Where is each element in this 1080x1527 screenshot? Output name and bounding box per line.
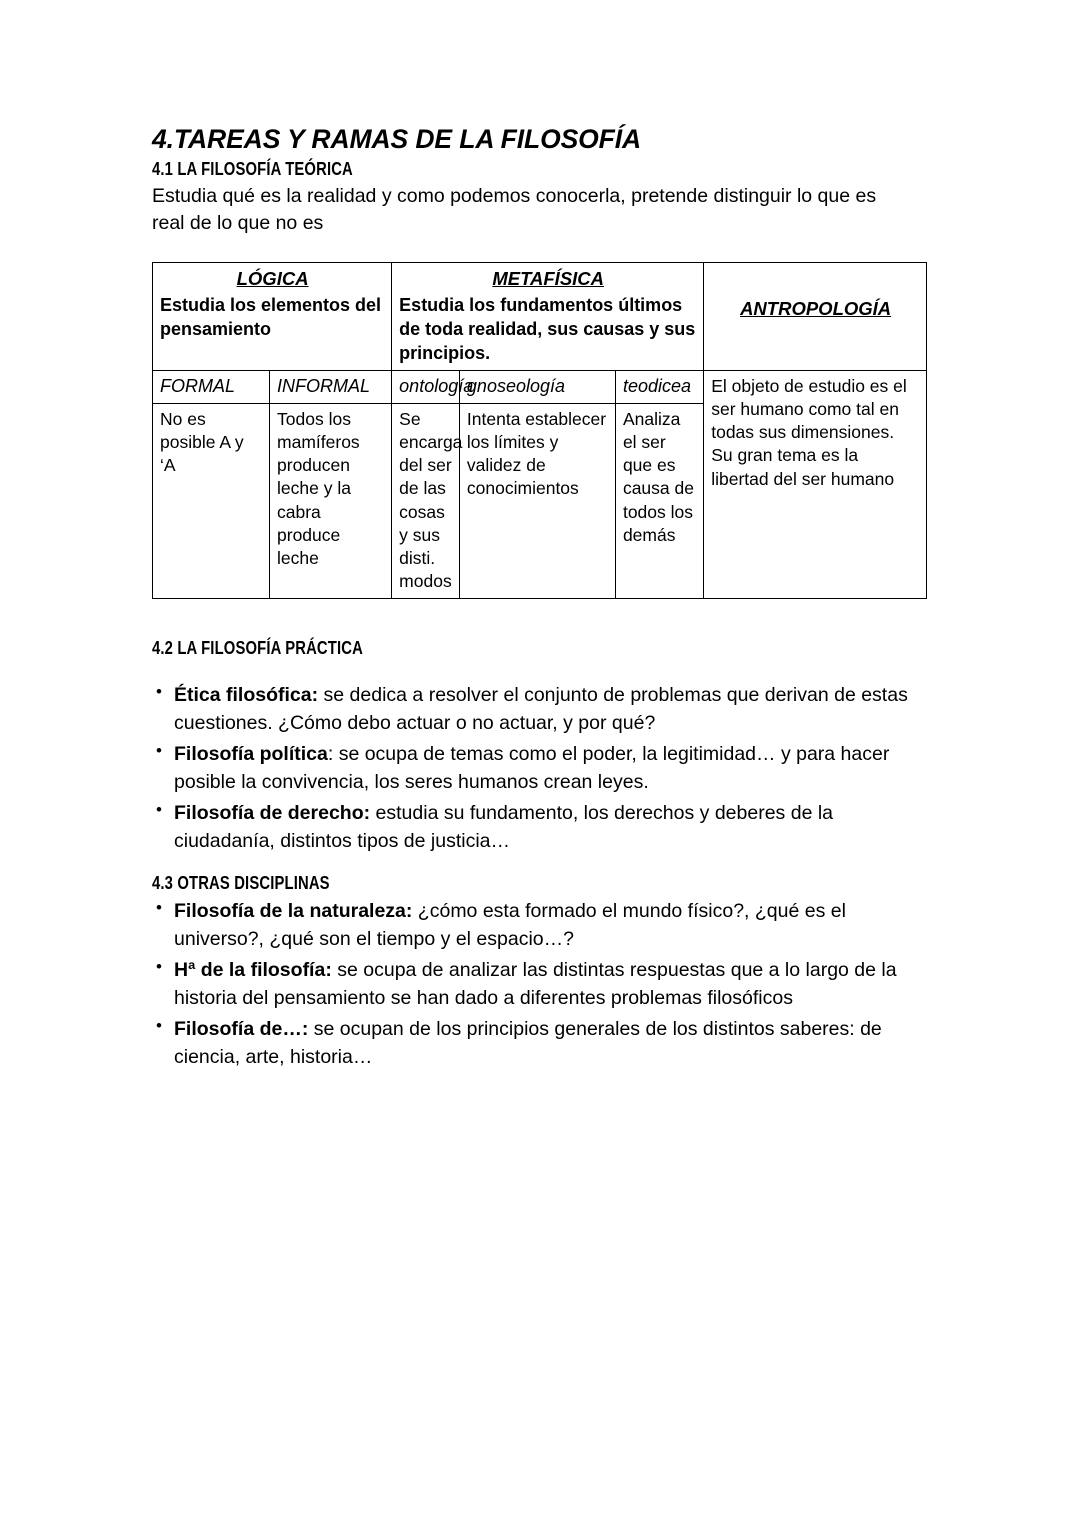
- header-cell-logica: [153, 263, 392, 370]
- list-item: [152, 1015, 928, 1072]
- list-item: [152, 799, 928, 856]
- header-cell-antropologia: [704, 263, 927, 370]
- cell-teodicea: Analiza el ser que es causa de todos los demás: [615, 403, 703, 598]
- table-header-row: [153, 263, 927, 370]
- subheader-formal: FORMAL: [153, 370, 270, 403]
- cell-gnoseologia: Intenta establecer los límites y validez de conocimientos: [459, 403, 615, 598]
- list-item: [152, 681, 928, 738]
- bullet-text: se dedica a resolver el conjunto de problemas que derivan de estas cuestiones. ¿Cómo debo actuar o no actuar, y por qué?: [174, 683, 908, 735]
- cell-antropologia: El objeto de estudio es el ser humano como tal en todas sus dimensiones. Su gran tema es la libertad del ser humano: [704, 370, 927, 598]
- bullet-term: Filosofía de derecho:: [174, 801, 371, 824]
- section-heading-4-1-wrap: [152, 157, 928, 180]
- bullet-text: se ocupa de analizar las distintas respuestas que a lo largo de la historia del pensamiento se han dado a diferentes problemas filosóficos: [174, 958, 897, 1010]
- bullet-text: ¿cómo esta formado el mundo físico?, ¿qué es el universo?, ¿qué son el tiempo y el espacio…?: [174, 899, 846, 951]
- list-item: [152, 740, 928, 797]
- subheader-informal: INFORMAL: [270, 370, 392, 403]
- section-heading-4-2: 4.2 LA FILOSOFÍA PRÁCTICA: [152, 636, 363, 658]
- list-item: [152, 956, 928, 1013]
- section-heading-4-2-wrap: [152, 636, 928, 659]
- section-4-2-bullet-list: [152, 681, 928, 856]
- bullet-text: : se ocupa de temas como el poder, la legitimidad… y para hacer posible la convivencia, los seres humanos crean leyes.: [174, 742, 890, 794]
- header-desc-metafisica: Estudia los fundamentos últimos de toda realidad, sus causas y sus principios.: [399, 294, 696, 364]
- subheader-gnoseologia: gnoseología: [459, 370, 615, 403]
- section-heading-4-3-wrap: [152, 871, 928, 894]
- header-desc-logica: Estudia los elementos del pensamiento: [160, 294, 382, 340]
- bullet-term: Filosofía de…:: [174, 1017, 309, 1040]
- bullet-text: estudia su fundamento, los derechos y deberes de la ciudadanía, distintos tipos de justicia…: [174, 801, 834, 853]
- bullet-term: Ética filosófica:: [174, 683, 319, 706]
- cell-ontologia: Se encarga del ser de las cosas y sus disti. modos: [392, 403, 460, 598]
- cell-informal: Todos los mamíferos producen leche y la cabra produce leche: [270, 403, 392, 598]
- header-title-antropologia: ANTROPOLOGÍA: [740, 298, 892, 320]
- header-title-metafisica: METAFÍSICA: [492, 268, 605, 290]
- bullet-term: Hª de la filosofía:: [174, 958, 332, 981]
- bullet-text: se ocupan de los principios generales de los distintos saberes: de ciencia, arte, historia…: [174, 1017, 882, 1069]
- header-cell-metafisica: [392, 263, 704, 370]
- list-item: [152, 897, 928, 954]
- subheader-teodicea: teodicea: [615, 370, 703, 403]
- section-4-3-bullet-list: [152, 897, 928, 1072]
- subheader-ontologia: ontología: [392, 370, 460, 403]
- table-subheader-row: [153, 370, 927, 403]
- cell-formal: No es posible A y ‘A: [153, 403, 270, 598]
- section-heading-4-1: 4.1 LA FILOSOFÍA TEÓRICA: [152, 157, 353, 179]
- philosophy-branches-table-wrap: [152, 262, 928, 599]
- philosophy-branches-table: [152, 262, 927, 599]
- bullet-term: Filosofía de la naturaleza:: [174, 899, 413, 922]
- section-4-1-paragraph: Estudia qué es la realidad y como podemos conocerla, pretende distinguir lo que es real de lo que no es: [152, 184, 877, 235]
- bullet-term: Filosofía política: [174, 742, 328, 765]
- header-title-logica: LÓGICA: [236, 268, 309, 290]
- page-title: 4.TAREAS Y RAMAS DE LA FILOSOFÍA: [152, 124, 642, 154]
- section-heading-4-3: 4.3 OTRAS DISCIPLINAS: [152, 871, 330, 893]
